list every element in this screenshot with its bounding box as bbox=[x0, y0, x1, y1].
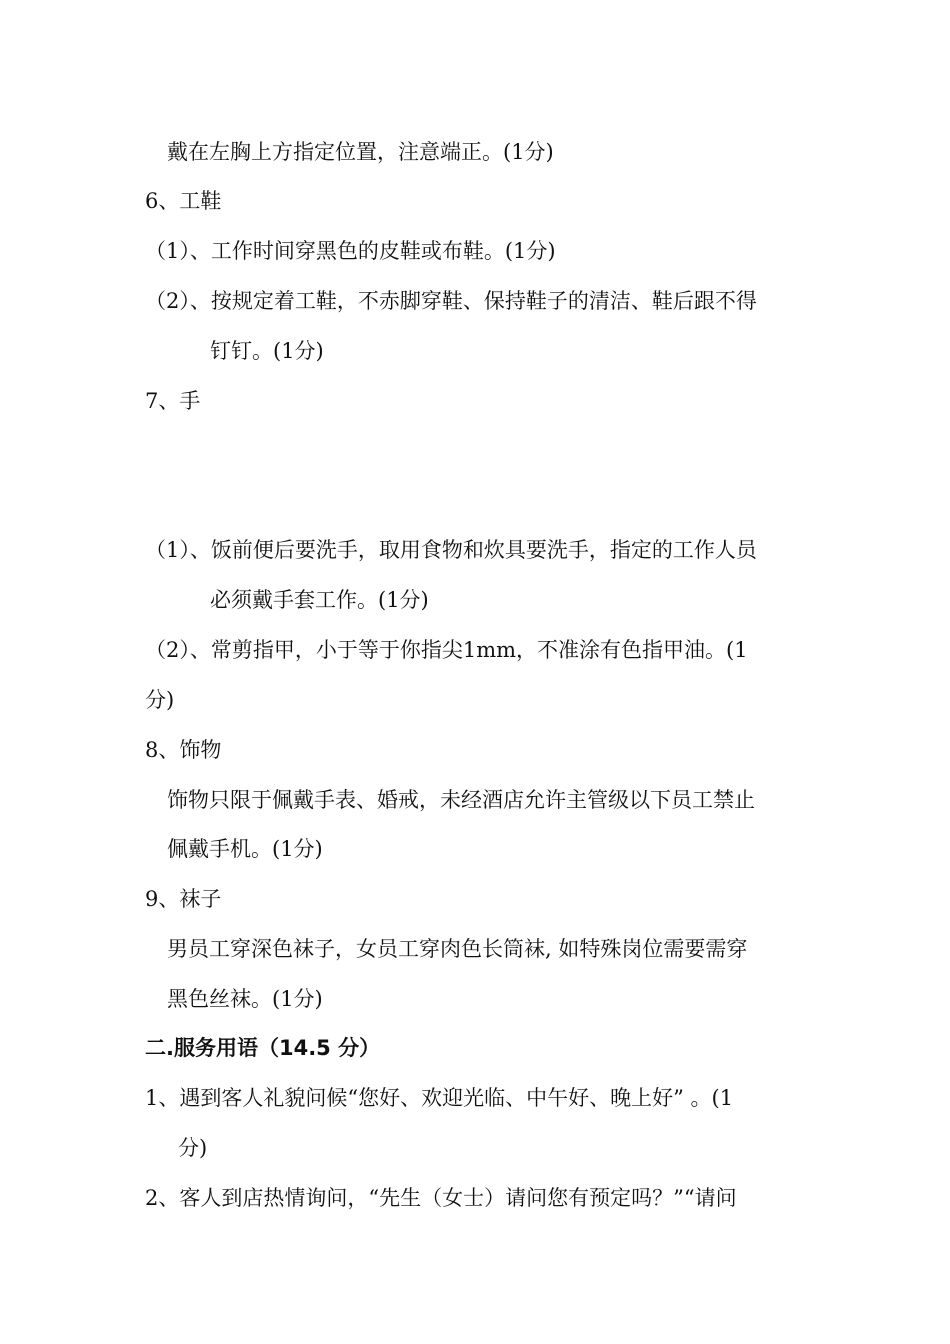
text-line: 饰物只限于佩戴手表、婚戒，未经酒店允许主管级以下员工禁止 bbox=[167, 788, 755, 812]
item-heading-socks: 9、袜子 bbox=[145, 887, 222, 911]
text-line: 佩戴手机。(1分) bbox=[167, 837, 323, 861]
text-line: （1）、饭前便后要洗手，取用食物和炊具要洗手，指定的工作人员 bbox=[145, 538, 757, 562]
item-heading-shoes: 6、工鞋 bbox=[145, 189, 222, 213]
item-heading-accessories: 8、饰物 bbox=[145, 738, 222, 762]
text-line: 1、遇到客人礼貌问候“您好、欢迎光临、中午好、晚上好” 。(1 bbox=[145, 1086, 734, 1110]
text-line: （2）、常剪指甲，小于等于你指尖1mm，不准涂有色指甲油。(1 bbox=[145, 638, 748, 662]
text-line: 黑色丝袜。(1分) bbox=[167, 987, 323, 1011]
text-line: 分) bbox=[145, 688, 175, 712]
text-line: 钉钉。(1分) bbox=[210, 339, 324, 363]
text-line: 必须戴手套工作。(1分) bbox=[210, 588, 429, 612]
text-line: （1）、工作时间穿黑色的皮鞋或布鞋。(1分) bbox=[145, 239, 556, 263]
text-line: （2）、按规定着工鞋，不赤脚穿鞋、保持鞋子的清洁、鞋后跟不得 bbox=[145, 289, 757, 313]
text-line: 2、客人到店热情询问，“先生（女士）请问您有预定吗？”“请问 bbox=[145, 1186, 737, 1210]
section-heading-service-language: 二.服务用语（14.5 分） bbox=[145, 1036, 381, 1060]
text-line: 分) bbox=[178, 1136, 208, 1160]
text-line: 戴在左胸上方指定位置，注意端正。(1分) bbox=[167, 140, 554, 164]
item-heading-hands: 7、手 bbox=[145, 389, 201, 413]
text-line: 男员工穿深色袜子，女员工穿肉色长筒袜, 如特殊岗位需要需穿 bbox=[167, 937, 748, 961]
